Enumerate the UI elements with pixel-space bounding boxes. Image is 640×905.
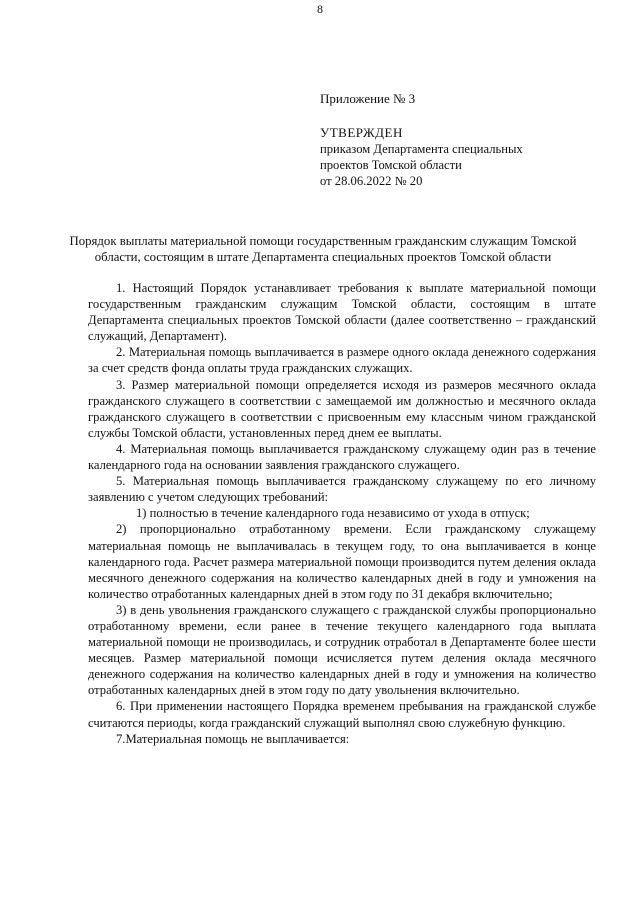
approved-label: УТВЕРЖДЕН [320,125,403,140]
paragraph-2: 2. Материальная помощь выплачивается в размере одного оклада денежного содержания за счет средств фонда оплаты труда гражданских служащих. [88,345,596,376]
document-body [88,280,596,747]
paragraph-5-item-3: 3) в день увольнения гражданского служащего с гражданской службы пропорционально отработанному времени, если ранее в течение текущего календарного года выплата материальной помощи не производилась, и сотрудник отработал в Департаменте более шести месяцев. Размер материальной помощи исчисляется путем деления оклада месячного денежного содержания на количество календарных дней в году и умножения на количество отработанных календарных дней в этом году по дату увольнения включительно. [88,602,596,698]
document-title: Порядок выплаты материальной помощи государственным гражданским служащим Томской области, состоящим в штате Департамента специальных проектов Томской области [69,234,577,264]
paragraph-5-item-2: 2) пропорционально отработанному времени. Если гражданскому служащему материальная помощь не выплачивалась в текущем году, то она выплачивается в конце календарного года. Расчет размера материальной помощи производится путем деления оклада месячного денежного содержания на количество календарных дней в году и умножения на количество отработанных календарных дней в этом году по 31 декабря включительно; [88,522,596,601]
approval-line: проектов Томской области [320,158,462,172]
approval-line: приказом Департамента специальных [320,142,523,156]
paragraph-5-item-1: 1) полностью в течение календарного года независимо от ухода в отпуск; [136,506,530,521]
approval-date-line: от 28.06.2022 № 20 [320,174,423,188]
paragraph-6: 6. При применении настоящего Порядка временем пребывания на гражданской службе считаются периоды, когда гражданский служащий выполнял свою служебную функцию. [88,699,596,730]
approval-details [320,141,580,189]
appendix-label: Приложение № 3 [320,91,416,106]
paragraph-3: 3. Размер материальной помощи определяется исходя из размеров месячного оклада гражданского служащего в соответствии с замещаемой им должностью и месячного оклада гражданского служащего в соответствии с присвоенным ему классным чином гражданской службы Томской области, установленных перед днем ее выплаты. [88,377,596,440]
paragraph-5: 5. Материальная помощь выплачивается гражданскому служащему по его личному заявлению с учетом следующих требований: [88,474,596,505]
paragraph-4: 4. Материальная помощь выплачивается гражданскому служащему один раз в течение календарного года на основании заявления гражданского служащего. [88,441,596,473]
paragraph-1: 1. Настоящий Порядок устанавливает требования к выплате материальной помощи государственным гражданским служащим Томской области, состоящим в штате Департамента специальных проектов Томской области (далее соответственно – гражданский служащий, Департамент). [88,281,596,344]
paragraph-7: 7.Материальная помощь не выплачивается: [116,731,350,746]
page-number: 8 [317,2,323,16]
